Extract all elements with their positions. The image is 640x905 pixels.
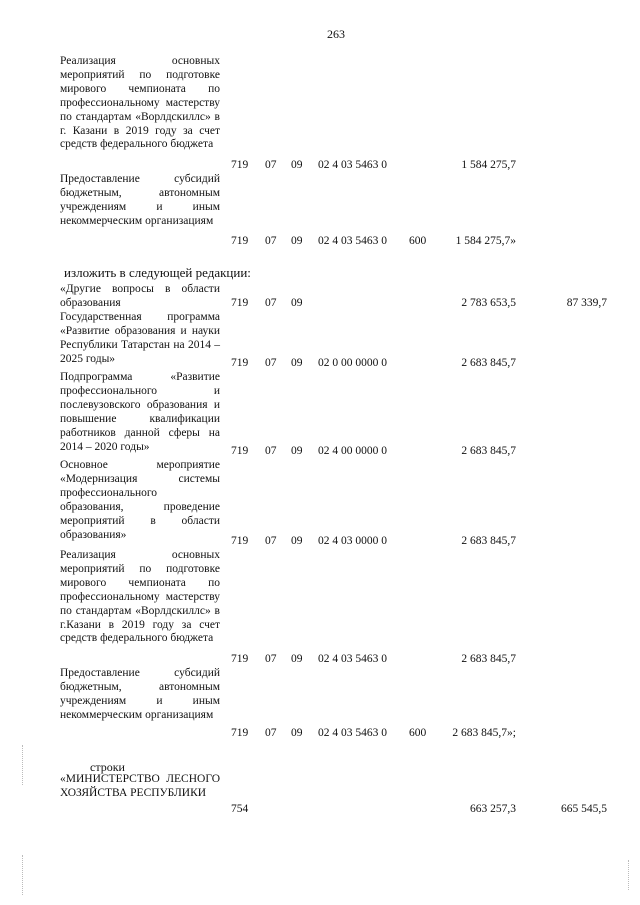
- cell-s2: 665 545,5: [561, 803, 607, 815]
- cell-rz: 07: [265, 653, 277, 665]
- cell-csr: 02 4 03 5463 0: [318, 159, 387, 171]
- cell-pr: 09: [291, 159, 303, 171]
- cell-s1: 2 683 845,7: [461, 357, 516, 369]
- row-description: Основное мероприятие «Модернизация системы профессионального образования, проведение мероприятий в области образования»: [60, 459, 220, 541]
- cell-pr: 09: [291, 445, 303, 457]
- cell-rz: 07: [265, 297, 277, 309]
- row-description: Реализация основных мероприятий по подготовке мирового чемпионата по профессиональному мастерству по стандартам «Ворлдскиллс» в г. Казани в 2019 году за счет средств федерального бюджета: [60, 55, 220, 151]
- row-description: Предоставление субсидий бюджетным, автономным учреждениям и иным некоммерческим организациям: [60, 667, 220, 721]
- cell-rz: 07: [265, 159, 277, 171]
- scan-mark: [628, 860, 629, 890]
- row-description: Реализация основных мероприятий по подготовке мирового чемпионата по профессиональному мастерству по стандартам «Ворлдскиллс» в г.Казани в 2019 году за счет средств федерального бюджета: [60, 549, 220, 645]
- cell-min: 719: [231, 727, 249, 739]
- cell-vr: 600: [409, 235, 427, 247]
- cell-s1: 1 584 275,7: [461, 159, 516, 171]
- cell-pr: 09: [291, 727, 303, 739]
- cell-csr: 02 4 03 5463 0: [318, 653, 387, 665]
- instruction-text: изложить в следующей редакции:: [64, 265, 251, 280]
- cell-s1: 663 257,3: [470, 803, 516, 815]
- cell-min: 719: [231, 159, 249, 171]
- row-description: «Другие вопросы в области образования: [60, 283, 220, 309]
- cell-pr: 09: [291, 357, 303, 369]
- block3-heading: строки: [90, 760, 125, 774]
- row-description: Государственная программа «Развитие образования и науки Республики Татарстан на 2014 – 2025 годы»: [60, 311, 220, 365]
- cell-s1: 1 584 275,7»: [455, 235, 516, 247]
- cell-s1: 2 683 845,7: [461, 535, 516, 547]
- cell-pr: 09: [291, 535, 303, 547]
- cell-csr: 02 4 03 0000 0: [318, 535, 387, 547]
- cell-rz: 07: [265, 535, 277, 547]
- cell-min: 719: [231, 445, 249, 457]
- cell-rz: 07: [265, 357, 277, 369]
- scan-mark: [22, 855, 23, 895]
- cell-csr: 02 4 00 0000 0: [318, 445, 387, 457]
- cell-rz: 07: [265, 235, 277, 247]
- scan-mark: [22, 745, 23, 785]
- row-description: «МИНИСТЕРСТВО ЛЕСНОГО ХОЗЯЙСТВА РЕСПУБЛИКИ: [60, 773, 220, 799]
- cell-pr: 09: [291, 653, 303, 665]
- page-number: 263: [327, 27, 345, 41]
- cell-csr: 02 4 03 5463 0: [318, 235, 387, 247]
- row-description: Предоставление субсидий бюджетным, автономным учреждениям и иным некоммерческим организациям: [60, 173, 220, 227]
- row-description: Подпрограмма «Развитие профессионального и послевузовского образования и повышение квалификации работников данной сферы на 2014 – 2020 годы»: [60, 371, 220, 453]
- cell-min: 719: [231, 535, 249, 547]
- cell-min: 719: [231, 357, 249, 369]
- cell-s2: 87 339,7: [566, 297, 607, 309]
- cell-s1: 2 783 653,5: [461, 297, 516, 309]
- cell-min: 719: [231, 235, 249, 247]
- cell-s1: 2 683 845,7: [461, 653, 516, 665]
- cell-csr: 02 4 03 5463 0: [318, 727, 387, 739]
- cell-min: 719: [231, 297, 249, 309]
- cell-vr: 600: [409, 727, 427, 739]
- cell-min: 754: [231, 803, 249, 815]
- cell-rz: 07: [265, 445, 277, 457]
- cell-rz: 07: [265, 727, 277, 739]
- cell-pr: 09: [291, 235, 303, 247]
- cell-s1: 2 683 845,7: [461, 445, 516, 457]
- cell-csr: 02 0 00 0000 0: [318, 357, 387, 369]
- cell-min: 719: [231, 653, 249, 665]
- cell-s1: 2 683 845,7»;: [452, 727, 516, 739]
- cell-pr: 09: [291, 297, 303, 309]
